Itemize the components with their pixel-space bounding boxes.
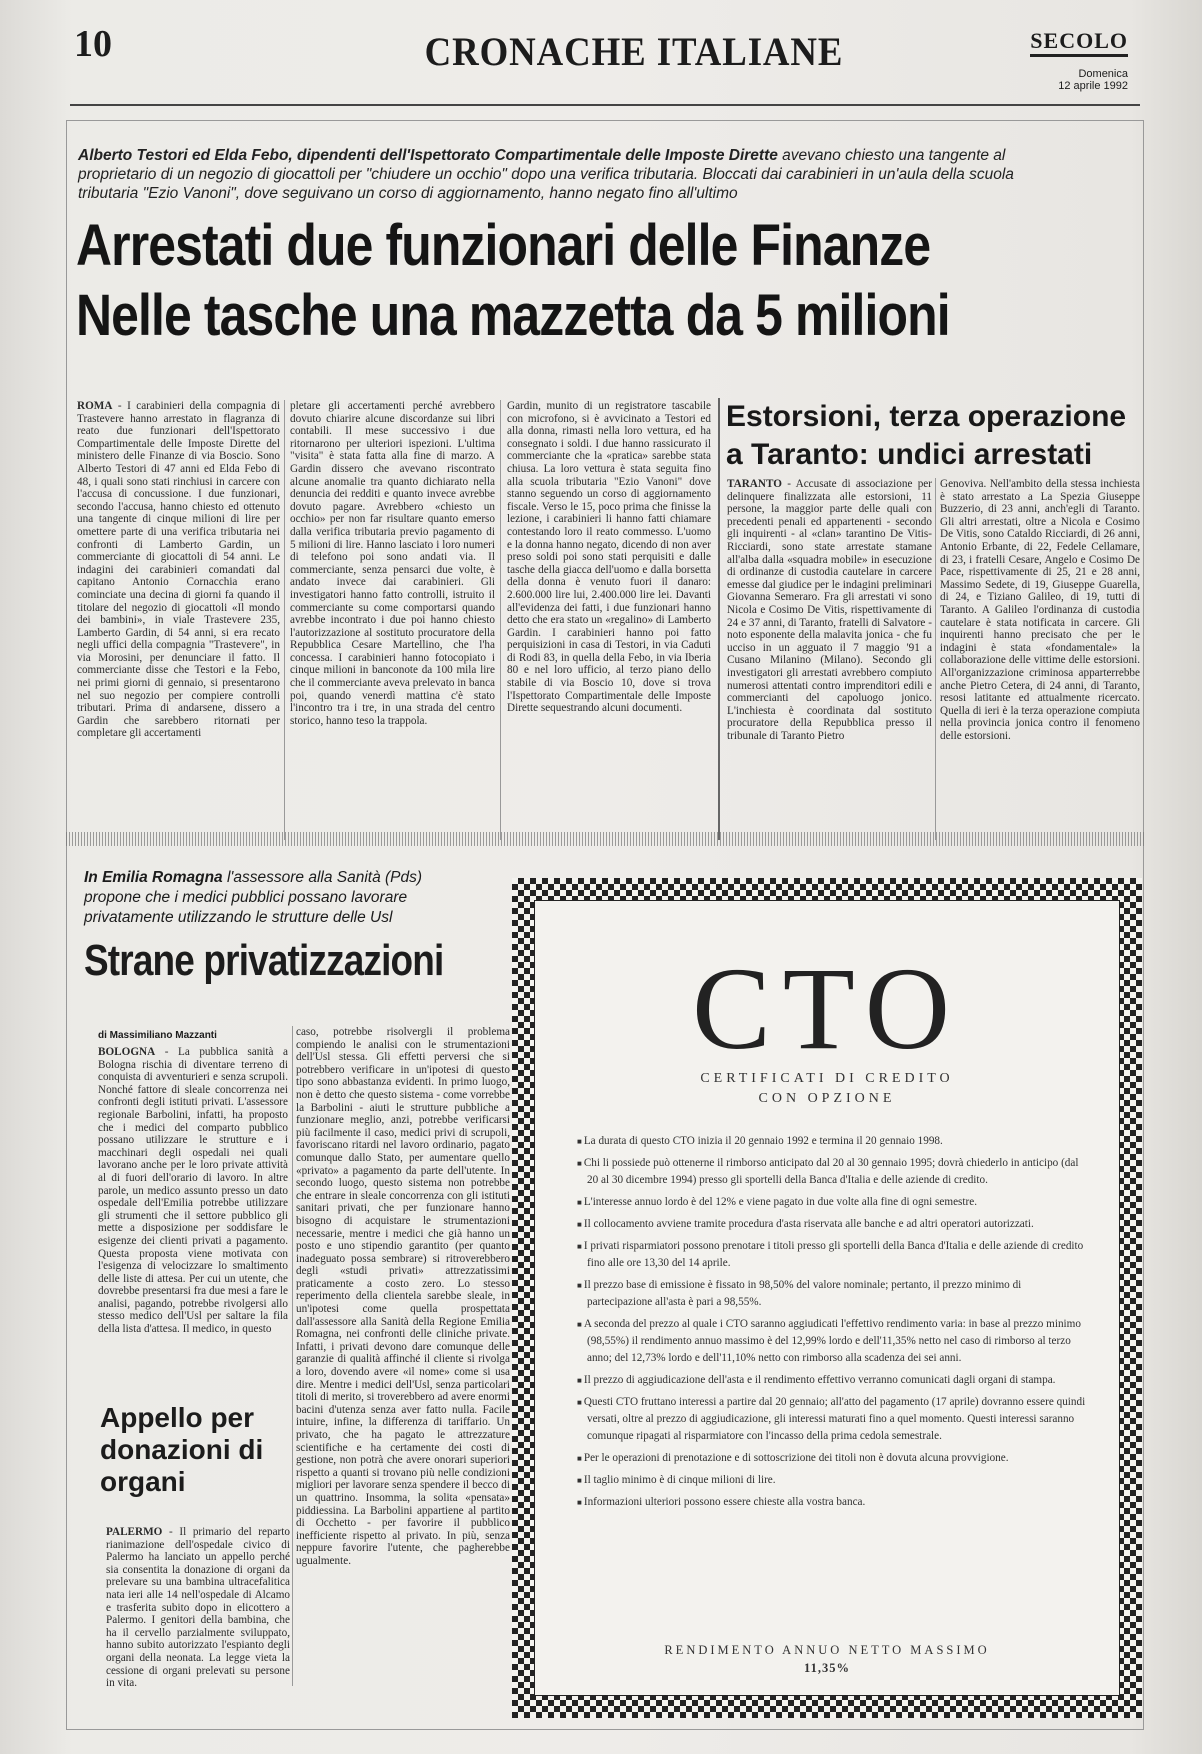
masthead-rule xyxy=(70,104,1140,106)
advert-term: ■ Chi li possiede può ottenerne il rimborso anticipato dal 20 al 30 gennaio 1995; dovrà chiederlo in anticipo (dal 20 al 30 dicembre 1994) presso gli sportelli della Banca d'Italia e delle aziende di credito. xyxy=(577,1155,1087,1189)
advert-term: ■ Questi CTO fruttano interessi a partire dal 20 gennaio; all'atto del pagamento (17 aprile) dovranno essere quindi versati, oltre al prezzo di aggiudicazione, gli interessi maturati fino a quel momento. Questi interessi saranno comunque ripagati al risparmiatore con l'incasso della prima cedola semestrale. xyxy=(577,1394,1087,1445)
appello-column xyxy=(106,1526,290,1688)
column-text: - Accusate di associazione per delinquere finalizzata alle estorsioni, 11 persone, la maggior parte delle quali con precedenti penali ed appartenenti - secondo gli inquirenti - al «clan» tarantino De Vitis-Ricciardi, sono state arrestate stamane all'alba dalla «squadra mobile» in esecuzione di ordinanze di custodia cautelare in carcere emesse dal giudice per le indagini preliminari Giovanna Semeraro. Fra gli arrestati vi sono Nicola e Cosimo De Vitis, rispettivamente di 24 e 37 anni, di Taranto, fratelli di Salvatore - noto esponente della malavita jonica - che fu ucciso in un agguato il 7 maggio '91 a Cusano Milanino (Milano). Secondo gli investigatori gli arrestati avrebbero compiuto numerosi attentati contro imprenditori edili e commercianti del capoluogo jonico. L'inchiesta è coordinata dal sostituto procuratore della Repubblica presso il tribunale di Taranto Pietro xyxy=(727,478,932,742)
kicker-bold: In Emilia Romagna xyxy=(84,869,223,886)
advert-subtitle-line-1: CERTIFICATI DI CREDITO xyxy=(700,1071,954,1086)
main-headline-line-1: Arrestati due funzionari delle Finanze xyxy=(76,213,931,278)
emilia-column-1 xyxy=(98,1046,288,1390)
emilia-kicker xyxy=(84,868,464,928)
column-divider xyxy=(935,478,936,840)
advert-title: CTO xyxy=(692,943,962,1074)
section-separator xyxy=(66,832,1144,846)
issue-day: Domenica xyxy=(1078,68,1128,80)
main-headline-line-2: Nelle tasche una mazzetta da 5 milioni xyxy=(76,283,950,348)
column-divider xyxy=(718,398,720,840)
column-divider xyxy=(500,400,501,840)
advert-term: ■ L'interesse annuo lordo è del 12% e viene pagato in due volte alla fine di ogni semestre. xyxy=(577,1194,1087,1211)
dateline: TARANTO xyxy=(727,478,782,490)
emilia-headline: Strane privatizzazioni xyxy=(84,936,444,985)
advert-footer xyxy=(535,1641,1119,1677)
advert-term: ■ Il prezzo di aggiudicazione dell'asta e il rendimento effettivo verranno comunicati dagli organi di stampa. xyxy=(577,1372,1087,1389)
issue-date xyxy=(1058,68,1128,92)
taranto-headline: Estorsioni, terza operazione a Taranto: undici arrestati xyxy=(726,400,1127,471)
advert-subtitle xyxy=(535,1069,1119,1109)
section-title: CRONACHE ITALIANE xyxy=(424,29,844,74)
advert-term: ■ Il taglio minimo è di cinque milioni di lire. xyxy=(577,1472,1087,1489)
dateline: PALERMO xyxy=(106,1526,163,1538)
advert-term: ■ La durata di questo CTO inizia il 20 gennaio 1992 e termina il 20 gennaio 1998. xyxy=(577,1133,1087,1150)
dateline: BOLOGNA xyxy=(98,1046,156,1058)
advert-footer-label: RENDIMENTO ANNUO NETTO MASSIMO xyxy=(664,1643,990,1657)
column-text: pletare gli accertamenti perché avrebbero dovuto chiarire alcune discordanze sui libri contabili. Il mese successivo i due ritornarono per ulteriori ispezioni. L'ultima "visita" è stata fatta alla fine di marzo. A Gardin dissero che avevano riscontrato alcune anomalie tra quanto dichiarato nella denuncia dei redditi e quanto invece avrebbe dovuto pagare. Avrebbero «chiesto un occhio» per non far risultare quanto emerso dalla verifica tributaria previo pagamento di 5 milioni di lire. Hanno lasciato i loro numeri di telefono poi sono andati via. Il commerciante, senza pensarci due volte, è andato invece dai carabinieri. Gli investigatori hanno fatto controlli, istruito il commerciante su come comportarsi quando avrebbe incontrato i due poi hanno chiesto l'autorizzazione al sostituto procuratore della Repubblica Cesare Martellino, che l'ha concessa. I carabinieri hanno fotocopiato i cinque milioni in banconote da 100 mila lire che il commerciante aveva prelevato in banca poi, quando venerdì mattina c'è stato l'incontro tra i tre, in una strada del centro storico, hanno teso la trappola. xyxy=(290,400,495,727)
advert-subtitle-line-2: CON OPZIONE xyxy=(758,1091,896,1106)
column-text: Gardin, munito di un registratore tascabile con microfono, si è avvicinato a Testori ed alla donna, rimasti nella loro vettura, ed ha consegnato i soldi. I due hanno rassicurato il commerciante che la «pratica» sarebbe stata chiusa. La loro vettura è stata seguita fino alla scuola tributaria "Ezio Vanoni" dove stanno seguendo un corso di aggiornamento fiscale. Verso le 15, poco prima che finisse la lezione, i carabinieri li hanno fatti chiamare contestando loro il reato commesso. L'uomo e la donna hanno negato, dicendo di non aver preso soldi poi sono stati perquisiti e dalle tasche della giacca dell'uomo e dalla borsetta della donna è venuto fuori il danaro: 2.600.000 lire lui, 2.400.000 lire lei. Davanti all'evidenza dei fatti, i due funzionari hanno detto che era stato un «regalino» di Lamberto Gardin. I carabinieri hanno poi fatto perquisizioni in casa di Testori, in via Caduti di Rodi 83, in quella della Febo, in via Iberia 80 e nel loro ufficio, al terzo piano dello stabile di via Boscio 10, dove si trova l'Ispettorato Compartimentale delle Imposte Dirette sequestrando alcuni documenti. xyxy=(507,400,711,715)
dateline: ROMA xyxy=(77,400,113,412)
column-text: Genoviva. Nell'ambito della stessa inchiesta è stato arrestato a La Spezia Giuseppe Buzzerio, di 23 anni, anch'egli di Taranto. Gli altri arrestati, oltre a Nicola e Cosimo De Vitis, sono Cataldo Ricciardi, di 26 anni, Antonio Erbante, di 22, Fedele Cellamare, di 23, i fratelli Cesare, Angelo e Cosimo De Pace, rispettivamente di 25, 21 e 28 anni, Massimo Sedete, di 19, Giuseppe Guarella, di 24, e Tiziano Galileo, di 19, tutti di Taranto. A Galileo l'ordinanza di custodia cautelare è stata notificata in carcere. Gli inquirenti hanno precisato che per le indagini è stata «fondamentale» la collaborazione delle vittime delle estorsioni. All'organizzazione criminosa apparterrebbe anche Pietro Cetera, di 24 anni, di Taranto, resosi latitante ed attualmente ricercato. Quella di ieri è la terza operazione compiuta nella provincia jonica contro il fenomeno delle estorsioni. xyxy=(940,478,1140,742)
kicker-text: avevano chiesto una tangente al proprietario di un negozio di giocattoli per "chiudere un occhio" dopo una verifica tributaria. Bloccati dai carabinieri in un'aula della scuola tributaria "Ezio Vanoni", dove seguivano un corso di aggiornamento, hanno negato fino all'ultimo xyxy=(78,147,1014,202)
byline: di Massimiliano Mazzanti xyxy=(98,1030,217,1041)
column-text: caso, potrebbe risolvergli il problema compiendo le analisi con le strumentazioni dell'Usl stessa. Gli effetti perversi che si potrebbero verificare in un'ipotesi di questo tipo sono abbastanza evidenti. In primo luogo, non è detto che questo sistema - come vorrebbe la Barbolini - aiuti le strutture pubbliche a funzionare meglio, anzi, potrebbe verificarsi più facilmente il caso, medici privi di scrupoli, favoriscano ritardi nel lavoro ordinario, pagato comunque dallo Stato, per aumentare quello «privato» a pagamento da parte dell'utente. In secondo luogo, questo sistema non potrebbe che entrare in sleale concorrenza con gli istituti sanitari privati, che per funzionare hanno bisogno di acquistare le strumentazioni necessarie, mentre i medici che già hanno un posto e uno stipendio garantito (per quanto inadeguato possa sembrare) si ritroverebbero degli «studi privati» attrezzatissimi praticamente a costo zero. Lo stesso reperimento della clientela sarebbe sleale, in un'ipotesi come quella prospettata dall'assessore alla Sanità della Regione Emilia Romagna, nei confronti delle cliniche private. Infatti, i privati devono dare comunque delle garanzie di qualità affinché il cliente si rivolga a loro, dovendo avere «il nome» come si usa dire. Mentre i medici dell'Usl, senza particolari titoli di merito, si troverebbero ad avere enormi bacini d'utenza senza aver fatto nulla. Facile intuire, infine, la differenza di tariffario. Un privato, che ha pagato le attrezzature scientifiche e ha certamente dei costi di gestione, non potrà che avere onorari superiori rispetto a quanti si trovano più nelle condizioni migliori per lavorare senza spendere il becco di un quattrino. Insomma, la solita «pensata» piddiessina. La Barbolini appartiene al partito di Occhetto - per favorire il pubblico inefficiente rispetto al privato. In più, senza neppure favorire l'utente, che pagherebbe ugualmente. xyxy=(296,1026,510,1567)
main-story-kicker xyxy=(78,146,1078,203)
taranto-column-2 xyxy=(940,478,1140,840)
main-story-column-3 xyxy=(507,400,711,840)
appello-headline: Appello per donazioni di organi xyxy=(100,1402,264,1497)
advert-inner-panel xyxy=(534,900,1120,1696)
column-text: - La pubblica sanità a Bologna rischia di diventare terreno di conquista di avventurieri e senza scrupoli. Nonché fattore di sleale concorrenza nei confronti degli istituti privati. L'assessore regionale Barbolini, infatti, ha proposto che i medici del comparto pubblico possano utilizzare le strutture e i macchinari degli ospedali nei quali lavorano anche per le loro private attività al di fuori dell'orario di lavoro. In altre parole, un medico assunto presso un dato ospedale dell'Emilia potrebbe utilizzare gli strumenti che il settore pubblico gli mette a disposizione per soddisfare le esigenze dei clienti privati a pagamento. Questa proposta viene motivata con l'esigenza di velocizzare lo smaltimento delle liste di attesa. Per cui un utente, che dovrebbe presentarsi fra due mesi a fare le analisi, pagando, potrebbe rivolgersi allo stesso medico dell'Usl per saltare la fila della lista d'attesa. Il medico, in questo xyxy=(98,1046,288,1336)
masthead xyxy=(74,22,1134,110)
newspaper-name: SECOLO xyxy=(1030,28,1128,57)
advert-terms-list xyxy=(577,1133,1087,1516)
advert-term: ■ Informazioni ulteriori possono essere chieste alla vostra banca. xyxy=(577,1494,1087,1511)
cto-advertisement xyxy=(512,878,1142,1718)
column-divider xyxy=(292,1026,293,1686)
page-number: 10 xyxy=(74,23,112,65)
main-story-column-2 xyxy=(290,400,495,840)
kicker-text: l'assessore alla Sanità (Pds) propone che i medici pubblici possano lavorare privatamente utilizzando le strutture delle Usl xyxy=(84,869,423,926)
emilia-column-2 xyxy=(296,1026,510,1686)
column-text: - I carabinieri della compagnia di Trastevere hanno arrestato in flagranza di reato due funzionari dell'Ispettorato Compartimentale delle Imposte Dirette del ministero delle Finanze di via Boscio. Sono Alberto Testori di 47 anni ed Elda Febo di 48, i quali sono stati rinchiusi in carcere con l'accusa di concussione. I due funzionari, secondo l'accusa, hanno chiesto ed ottenuto una tangente di cinque milioni di lire per omettere parte di una verifica tributaria nei confronti di Lamberto Gardin, un commerciante di giocattoli di 54 anni. Le indagini dei carabinieri comandati dal capitano Antonio Cornacchia erano cominciate una decina di giorni fa quando il titolare del negozio di giocattoli «Il mondo dei bambini», in viale Trastevere 235, Lamberto Gardin, di 54 anni, si era recato negli uffici della compagnia "Trastevere", in via Morosini, per denunciare il fatto. Il commerciante disse che Testori e la Febo, nei primi giorni di gennaio, si presentarono nel suo negozio per compiere controlli tributari. Prima di andarsene, dissero a Gardin che sarebbero ritornati per completare gli accertamenti xyxy=(77,400,280,740)
kicker-bold: Alberto Testori ed Elda Febo, dipendenti dell'Ispettorato Compartimentale delle Imposte Dirette xyxy=(78,147,778,164)
column-divider xyxy=(284,400,285,840)
main-story-column-1 xyxy=(77,400,280,840)
advert-term: ■ Per le operazioni di prenotazione e di sottoscrizione dei titoli non è dovuta alcuna provvigione. xyxy=(577,1450,1087,1467)
issue-date-text: 12 aprile 1992 xyxy=(1058,80,1128,92)
column-text: - Il primario del reparto rianimazione dell'ospedale civico di Palermo ha lanciato un appello perché sia consentita la donazione di organi da prelevare su una bambina ultracefalitica nata ieri alle 14 nell'ospedale di Alcamo e trasferita subito dopo in elicottero a Palermo. I genitori della bambina, che ha il cervello parzialmente sviluppato, hanno subito autorizzato l'espianto degli organi della neonata. La legge vieta la cessione di organi prelevati su persone in vita. xyxy=(106,1526,290,1688)
advert-term: ■ Il collocamento avviene tramite procedura d'asta riservata alle banche e ad altri operatori autorizzati. xyxy=(577,1216,1087,1233)
advert-term: ■ A seconda del prezzo al quale i CTO saranno aggiudicati l'effettivo rendimento varia: in base al prezzo minimo (98,55%) il rendimento annuo massimo è del 12,99% lordo e dell'11,35% netto nel caso di rimborso al terzo anno; del 12,73% lordo e dell'11,10% netto con rimborso alla scadenza dei sei anni. xyxy=(577,1316,1087,1367)
taranto-column-1 xyxy=(727,478,932,840)
advert-term: ■ I privati risparmiatori possono prenotare i titoli presso gli sportelli della Banca d'Italia e delle aziende di credito fino alle ore 13,30 del 14 aprile. xyxy=(577,1238,1087,1272)
advert-footer-value: 11,35% xyxy=(804,1661,850,1675)
advert-term: ■ Il prezzo base di emissione è fissato in 98,50% del valore nominale; pertanto, il prezzo minimo di partecipazione all'asta è pari a 98,55%. xyxy=(577,1277,1087,1311)
